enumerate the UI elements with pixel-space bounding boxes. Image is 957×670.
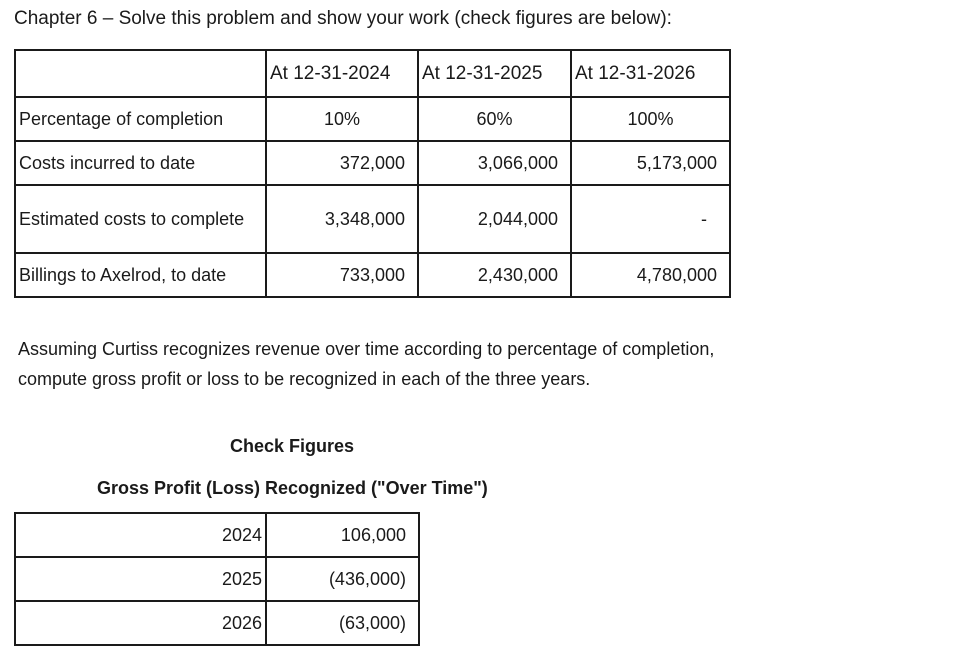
check-year-2025: 2025	[15, 557, 266, 601]
table-row	[15, 253, 730, 297]
cell-costs-incurred-2026: 5,173,000	[571, 141, 730, 185]
cell-estimated-costs-2025: 2,044,000	[418, 185, 571, 253]
cell-estimated-costs-2024: 3,348,000	[266, 185, 418, 253]
table-row	[15, 97, 730, 141]
cell-percentage-2025: 60%	[418, 97, 571, 141]
table-row	[15, 601, 419, 645]
contract-data-table	[14, 49, 731, 298]
cell-billings-2024: 733,000	[266, 253, 418, 297]
cell-percentage-2024: 10%	[266, 97, 418, 141]
header-2025: At 12-31-2025	[418, 50, 571, 97]
check-figures-table	[14, 512, 420, 646]
check-figures-subtitle: Gross Profit (Loss) Recognized ("Over Time")	[97, 478, 488, 498]
cell-percentage-2026: 100%	[571, 97, 730, 141]
check-amount-2026: (63,000)	[266, 601, 419, 645]
check-amount-2025: (436,000)	[266, 557, 419, 601]
check-year-2026: 2026	[15, 601, 266, 645]
table-header-row	[15, 50, 730, 97]
header-2024: At 12-31-2024	[266, 50, 418, 97]
cell-billings-2026: 4,780,000	[571, 253, 730, 297]
header-2026: At 12-31-2026	[571, 50, 730, 97]
header-blank-cell	[15, 50, 266, 97]
cell-billings-2025: 2,430,000	[418, 253, 571, 297]
table-row	[15, 185, 730, 253]
row-label-estimated-costs: Estimated costs to complete	[15, 185, 266, 253]
table-row	[15, 141, 730, 185]
row-label-percentage: Percentage of completion	[15, 97, 266, 141]
cell-costs-incurred-2024: 372,000	[266, 141, 418, 185]
page-heading: Chapter 6 – Solve this problem and show your work (check figures are below):	[14, 8, 672, 29]
table-row	[15, 557, 419, 601]
table-row	[15, 513, 419, 557]
check-year-2024: 2024	[15, 513, 266, 557]
check-figures-title: Check Figures	[230, 436, 355, 456]
check-amount-2024: 106,000	[266, 513, 419, 557]
row-label-costs-incurred: Costs incurred to date	[15, 141, 266, 185]
row-label-billings: Billings to Axelrod, to date	[15, 253, 266, 297]
cell-costs-incurred-2025: 3,066,000	[418, 141, 571, 185]
problem-instructions: Assuming Curtiss recognizes revenue over time according to percentage of completion, compute gross profit or loss to be recognized in each of the three years.	[18, 339, 715, 389]
cell-estimated-costs-2026: -	[571, 185, 730, 253]
